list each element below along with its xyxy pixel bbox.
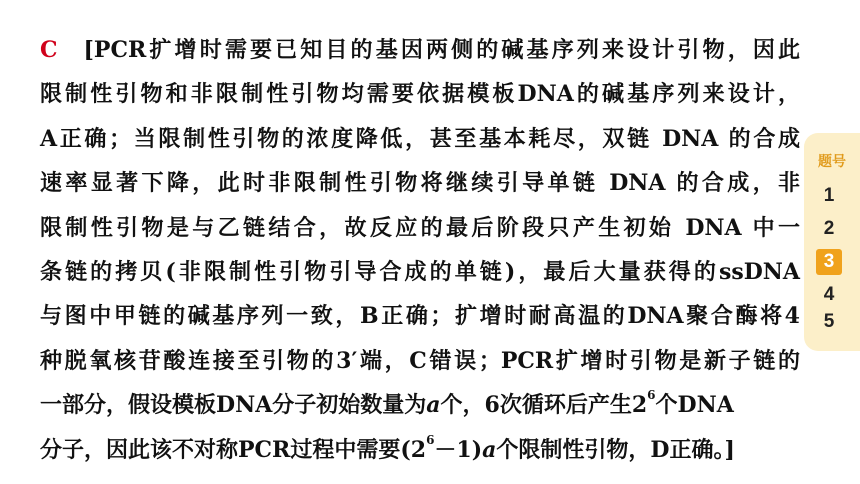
answer-letter: C	[40, 37, 58, 63]
exponent: 6	[426, 432, 435, 447]
explanation-line-5: 限制性引物是与乙链结合，故反应的最后阶段只产生初始 DNA 中一	[40, 214, 800, 241]
explanation-line-2: 限制性引物和非限制性引物均需要依据模板DNA的碱基序列来设计，	[40, 81, 800, 108]
explanation-line-9: 一部分，假设模板DNA分子初始数量为a个，6次循环后产生$2^6$个DNA	[40, 388, 734, 419]
question-3-button[interactable]: 3	[816, 249, 842, 275]
question-2-button[interactable]: 2	[823, 218, 835, 239]
explanation-line-1	[40, 28, 800, 72]
question-4-button[interactable]: 4	[823, 284, 835, 305]
explanation-text: [PCR扩增时需要已知目的基因两侧的碱基序列来设计引物，因此	[83, 37, 800, 63]
question-5-button[interactable]: 5	[823, 311, 835, 332]
variable-a: a	[482, 436, 497, 463]
question-nav-title: 题号	[818, 153, 846, 169]
explanation-line-7: 与图中甲链的碱基序列一致，B正确；扩增时耐高温的DNA聚合酶将4	[40, 303, 800, 330]
variable-a: a	[426, 392, 441, 419]
explanation-line-4: 速率显著下降，此时非限制性引物将继续引导单链 DNA 的合成，非	[40, 170, 800, 197]
exponent: 6	[647, 388, 656, 403]
question-number-nav	[804, 133, 860, 351]
explanation-line-8: 种脱氧核苷酸连接至引物的3′端，C错误；PCR扩增时引物是新子链的	[40, 347, 800, 374]
question-1-button[interactable]: 1	[823, 185, 835, 206]
explanation-line-3: A正确；当限制性引物的浓度降低，甚至基本耗尽，双链 DNA 的合成	[40, 125, 800, 152]
explanation-line-6: 条链的拷贝(非限制性引物引导合成的单链)，最后大量获得的ssDNA	[40, 258, 800, 285]
answer-explanation	[40, 28, 800, 472]
explanation-line-10: 分子，因此该不对称PCR过程中需要$(2^6-1)a$个限制性引物，D正确。]	[40, 432, 735, 463]
